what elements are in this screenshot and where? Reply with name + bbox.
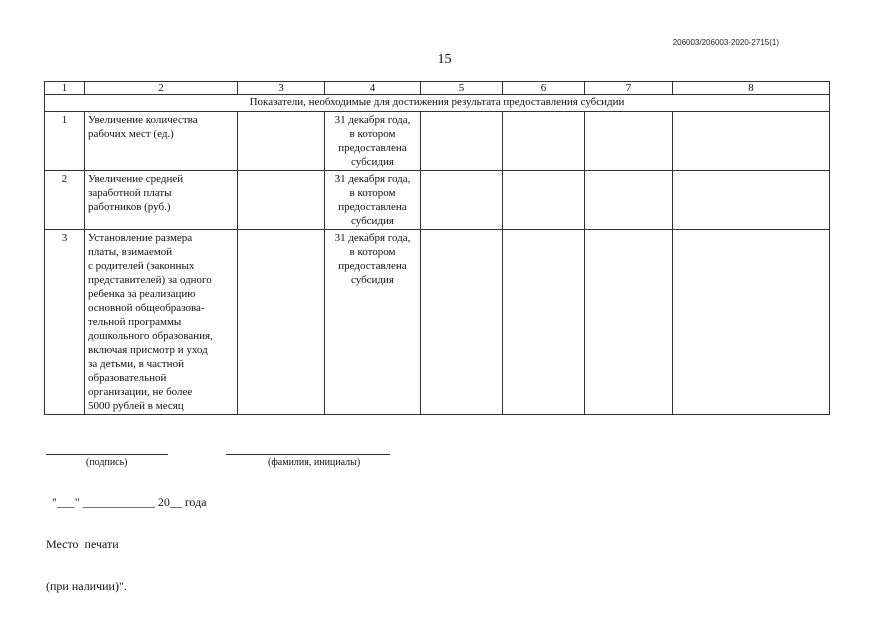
indicators-table [44, 81, 830, 415]
empty-cell [673, 230, 830, 415]
deadline-cell: 31 декабря года, в котором предоставлена субсидия [325, 112, 421, 171]
empty-cell [421, 112, 503, 171]
empty-cell [585, 230, 673, 415]
empty-cell [673, 171, 830, 230]
indicator-name: Увеличение средней заработной платы работников (руб.) [85, 171, 238, 230]
deadline-cell: 31 декабря года, в котором предоставлена субсидия [325, 171, 421, 230]
column-number: 4 [325, 82, 421, 95]
column-number-row [45, 82, 830, 95]
column-number: 2 [85, 82, 238, 95]
empty-cell [238, 171, 325, 230]
empty-cell [238, 112, 325, 171]
empty-cell [238, 230, 325, 415]
empty-cell [421, 171, 503, 230]
stamp-label: Место печати (при наличии)". [46, 537, 127, 593]
column-number: 6 [503, 82, 585, 95]
section-title-row [45, 95, 830, 112]
row-number: 3 [45, 230, 85, 415]
page-number: 15 [437, 52, 452, 67]
table-row [45, 171, 830, 230]
column-number: 1 [45, 82, 85, 95]
name-line [226, 454, 390, 455]
name-caption: (фамилия, инициалы) [268, 457, 361, 468]
table-row [45, 112, 830, 171]
column-number: 3 [238, 82, 325, 95]
indicator-name: Увеличение количества рабочих мест (ед.) [85, 112, 238, 171]
date-line: "___" ____________ 20__ года [52, 495, 207, 509]
empty-cell [503, 112, 585, 171]
document-id: 206003/206003-2020-2715(1) [672, 38, 779, 47]
indicator-name: Установление размера платы, взимаемой с родителей (законных представителей) за одного ребенка за реализацию основной общеобразова- тельной программы дошкольного образования, включая присмотр и уход за детьми, в частной образовательной организации, не более 5000 рублей в месяц [85, 230, 238, 415]
empty-cell [585, 171, 673, 230]
signature-caption: (подпись) [86, 457, 128, 468]
column-number: 5 [421, 82, 503, 95]
row-number: 2 [45, 171, 85, 230]
row-number: 1 [45, 112, 85, 171]
empty-cell [585, 112, 673, 171]
deadline-cell: 31 декабря года, в котором предоставлена субсидия [325, 230, 421, 415]
empty-cell [503, 171, 585, 230]
empty-cell [673, 112, 830, 171]
column-number: 8 [673, 82, 830, 95]
signature-line [46, 454, 168, 455]
section-title: Показатели, необходимые для достижения результата предоставления субсидии [45, 95, 830, 112]
column-number: 7 [585, 82, 673, 95]
empty-cell [421, 230, 503, 415]
table-row [45, 230, 830, 415]
empty-cell [503, 230, 585, 415]
